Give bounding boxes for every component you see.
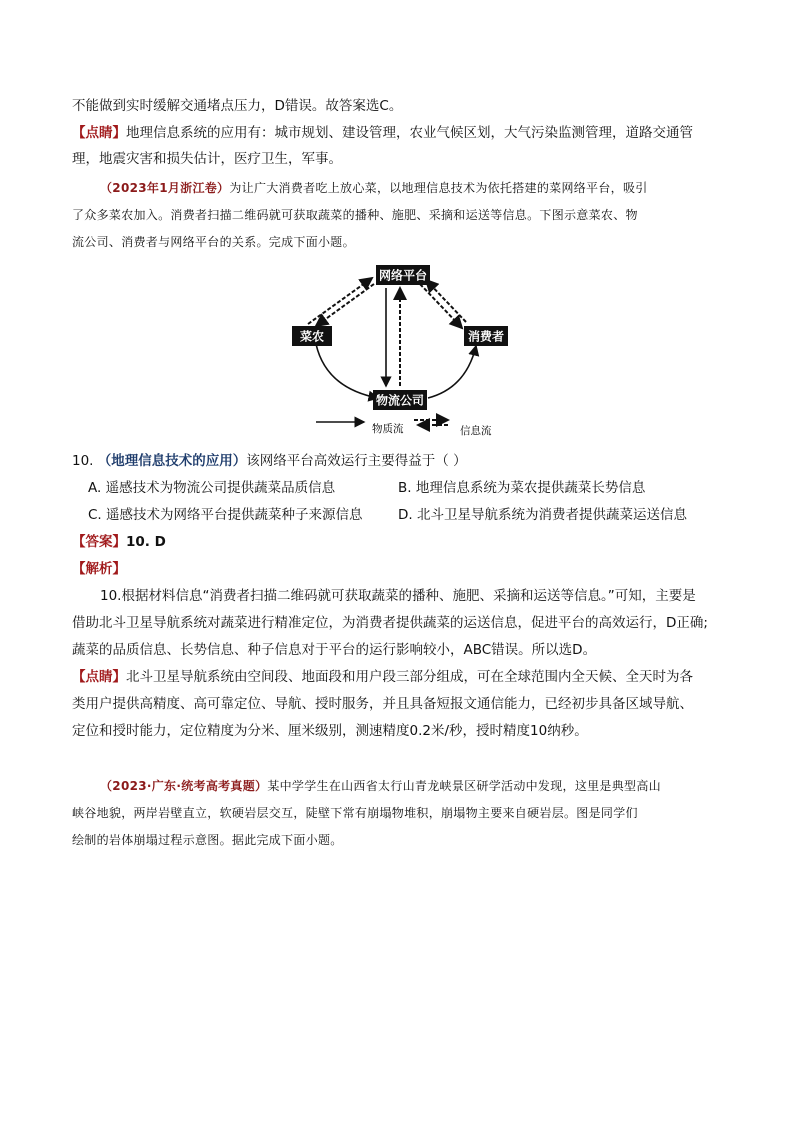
material-1-source: （2023年1月浙江卷）	[100, 181, 230, 195]
node-platform: 网络平台	[378, 268, 428, 283]
dianjing-label: 【点睛】	[72, 125, 126, 141]
material-1-line-3: 流公司、消费者与网络平台的关系。完成下面小题。	[72, 235, 355, 249]
material-1-text-1: 为让广大消费者吃上放心菜，以地理信息技术为依托搭建的菜网络平台，吸引	[229, 181, 648, 195]
dianjing-2-line-3: 定位和授时能力，定位精度为分米、厘米级别，测速精度0.2米/秒，授时精度10纳秒。	[72, 723, 588, 739]
legend-material-label: 物质流	[372, 423, 404, 435]
option-a: A. 遥感技术为物流公司提供蔬菜品质信息	[88, 480, 336, 496]
node-logistics: 物流公司	[375, 393, 425, 408]
dianjing-2-label: 【点睛】	[72, 669, 126, 685]
material-1-line-2: 了众多菜农加入。消费者扫描二维码就可获取蔬菜的播种、施肥、采摘和运送等信息。下图示意菜农、物	[72, 208, 638, 222]
material-1-line-1	[100, 178, 648, 198]
material-2-line-2: 峡谷地貌，两岸岩壁直立，软硬岩层交互，陡壁下常有崩塌物堆积，崩塌物主要来自硬岩层。图是同学们	[72, 806, 638, 820]
material-2-source: （2023·广东·统考高考真题）	[100, 779, 268, 793]
dianjing-1-text-1: 地理信息系统的应用有：城市规划、建设管理，农业气候区划，大气污染监测管理，道路交通管	[126, 125, 693, 141]
option-d: D. 北斗卫星导航系统为消费者提供蔬菜运送信息	[398, 507, 687, 523]
node-farmer: 菜农	[299, 329, 325, 344]
relationship-diagram	[280, 258, 520, 440]
question-tag: （地理信息技术的应用）	[97, 453, 247, 469]
material-flow-farmer-to-logistics	[316, 344, 378, 398]
material-2-line-3: 绘制的岩体崩塌过程示意图。据此完成下面小题。	[72, 833, 343, 847]
analysis-label: 【解析】	[72, 561, 126, 577]
question-stem: 该网络平台高效运行主要得益于（ ）	[246, 453, 467, 469]
question-10	[72, 451, 467, 471]
node-consumer: 消费者	[467, 329, 505, 344]
question-number: 10.	[72, 453, 94, 469]
dianjing-2-text-1: 北斗卫星导航系统由空间段、地面段和用户段三部分组成，可在全球范围内全天候、全天时为各	[126, 669, 693, 685]
info-flow-platform-farmer	[316, 284, 374, 326]
option-c: C. 遥感技术为网络平台提供蔬菜种子来源信息	[88, 507, 363, 523]
info-flow-farmer-platform	[308, 278, 372, 324]
option-b: B. 地理信息系统为菜农提供蔬菜长势信息	[398, 480, 646, 496]
dianjing-2-line-2: 类用户提供高精度、高可靠定位、导航、授时服务，并且具备短报文通信能力，已经初步具备区域导航、	[72, 696, 693, 712]
material-flow-logistics-to-consumer	[428, 346, 476, 398]
info-flow-consumer-platform	[426, 280, 466, 322]
para-conclusion: 不能做到实时缓解交通堵点压力，D错误。故答案选C。	[72, 98, 403, 114]
analysis-heading	[72, 559, 126, 579]
answer-label: 【答案】	[72, 534, 126, 550]
material-2-line-1	[100, 776, 661, 796]
legend-info-label: 信息流	[460, 425, 492, 437]
analysis-line-2: 借助北斗卫星导航系统对蔬菜进行精准定位，为消费者提供蔬菜的运送信息，促进平台的高效运行，D正确;	[72, 615, 708, 631]
info-flow-platform-consumer	[420, 284, 462, 328]
analysis-line-1: 10.根据材料信息“消费者扫描二维码就可获取蔬菜的播种、施肥、采摘和运送等信息。”可知，主要是	[100, 588, 696, 604]
answer-value: 10. D	[126, 534, 166, 550]
dianjing-1-line-2: 理，地震灾害和损失估计，医疗卫生，军事。	[72, 151, 342, 167]
dianjing-1-line-1	[72, 123, 693, 143]
material-2-text-1: 某中学学生在山西省太行山青龙峡景区研学活动中发现，这里是典型高山	[267, 779, 661, 793]
dianjing-2-line-1	[72, 667, 693, 687]
analysis-line-3: 蔬菜的品质信息、长势信息、种子信息对于平台的运行影响较小，ABC错误。所以选D。	[72, 642, 597, 658]
answer-line	[72, 532, 166, 552]
